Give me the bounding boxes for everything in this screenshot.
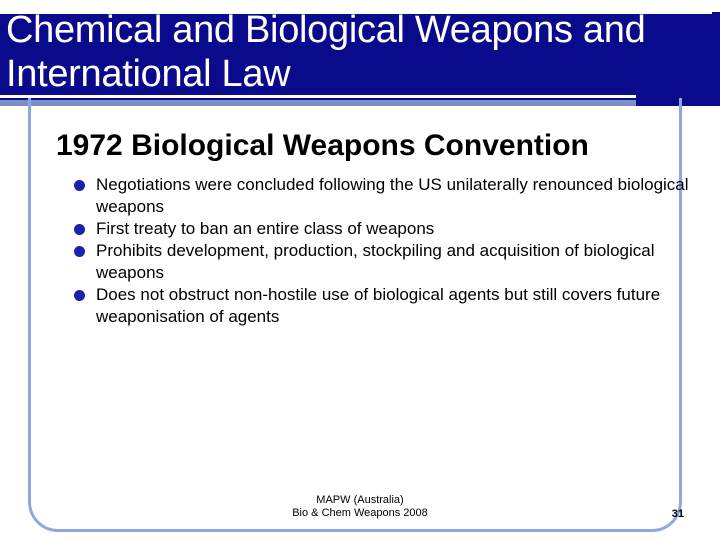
bullet-text: Prohibits development, production, stockpiling and acquisition of biological weapons [96,241,655,282]
bullet-text: Does not obstruct non-hostile use of biological agents but still covers future weaponisation of agents [96,285,661,326]
bullet-item [72,284,692,328]
slide-title: Chemical and Biological Weapons and International Law [6,9,646,95]
page-number: 31 [671,508,684,520]
footer-organization: MAPW (Australia) [316,494,404,506]
bullet-dot-icon [74,246,85,257]
bullet-text: First treaty to ban an entire class of weapons [96,219,435,238]
bullet-list [72,174,692,328]
bullet-dot-icon [74,290,85,301]
bullet-item [72,174,692,218]
bullet-dot-icon [74,180,85,191]
bullet-item [72,218,692,240]
slide-footer [260,494,460,520]
bullet-text: Negotiations were concluded following the US unilaterally renounced biological weapons [96,175,689,216]
title-band [0,0,720,106]
footer-event: Bio & Chem Weapons 2008 [292,507,428,519]
bullet-dot-icon [74,224,85,235]
bullet-item [72,240,692,284]
slide-subtitle: 1972 Biological Weapons Convention [56,129,589,162]
